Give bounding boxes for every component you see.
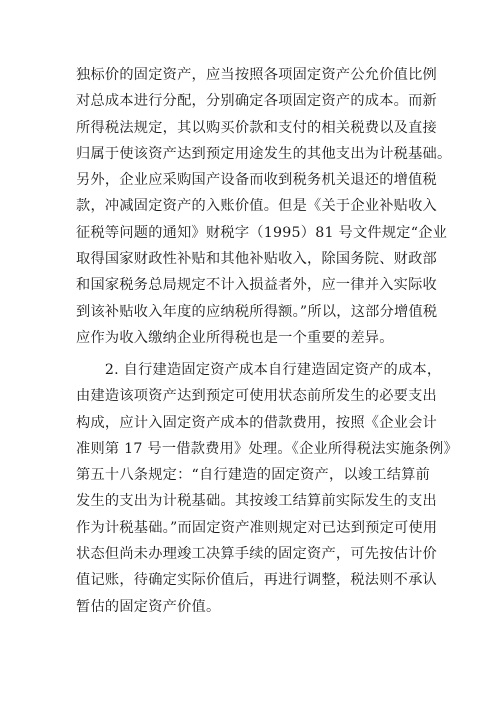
- paragraph-self-constructed-assets: [76, 357, 458, 620]
- text-line: 款，冲减固定资产的入账价值。但是《关于企业补贴收入: [76, 198, 437, 215]
- text-line: 对总成本进行分配，分别确定各项固定资产的成本。而新: [76, 93, 437, 110]
- text-line: 准则第 17 号一借款费用》处理。《企业所得税法实施条例》: [76, 440, 458, 457]
- text-line: 发生的支出为计税基础。其按竣工结算前实际发生的支出: [76, 493, 437, 510]
- text-line: 独标价的固定资产，应当按照各项固定资产公允价值比例: [76, 67, 437, 83]
- text-line: 值记账，待确定实际价值后，再进行调整，税法则不承认: [76, 572, 437, 589]
- text-line: 所得税法规定，其以购买价款和支付的相关税费以及直接: [76, 119, 437, 136]
- text-line: 作为计税基础。”而固定资产准则规定对已达到预定可使用: [76, 519, 438, 536]
- text-line: 取得国家财政性补贴和其他补贴收入，除国务院、财政部: [76, 251, 437, 268]
- text-line: 征税等问题的通知》财税字（1995）81 号文件规定“企业: [76, 224, 448, 241]
- text-line: 另外，企业应采购国产设备而收到税务机关退还的增值税: [76, 172, 437, 189]
- text-line: 第五十八条规定：“自行建造的固定资产，以竣工结算前: [76, 467, 431, 484]
- text-line: 和国家税务总局规定不计入损益者外，应一律并入实际收: [76, 277, 437, 294]
- text-line: 到该补贴收入年度的应纳税所得额。”所以，这部分增值税: [76, 303, 438, 320]
- text-line: 暂估的固定资产价值。: [76, 598, 221, 615]
- text-line: 应作为收入缴纳企业所得税也是一个重要的差异。: [76, 329, 394, 346]
- paragraph-fixed-asset-cost-allocation: [76, 62, 452, 351]
- text-line: 归属于使该资产达到预定用途发生的其他支出为计税基础。: [76, 145, 452, 162]
- text-line: 由建造该项资产达到预定可使用状态前所发生的必要支出: [76, 388, 437, 405]
- text-line: 状态但尚未办理竣工决算手续的固定资产，可先按估计价: [76, 546, 437, 563]
- text-line: 2. 自行建造固定资产成本自行建造固定资产的成本，: [76, 362, 442, 378]
- text-line: 构成，应计入固定资产成本的借款费用，按照《企业会计: [76, 414, 437, 431]
